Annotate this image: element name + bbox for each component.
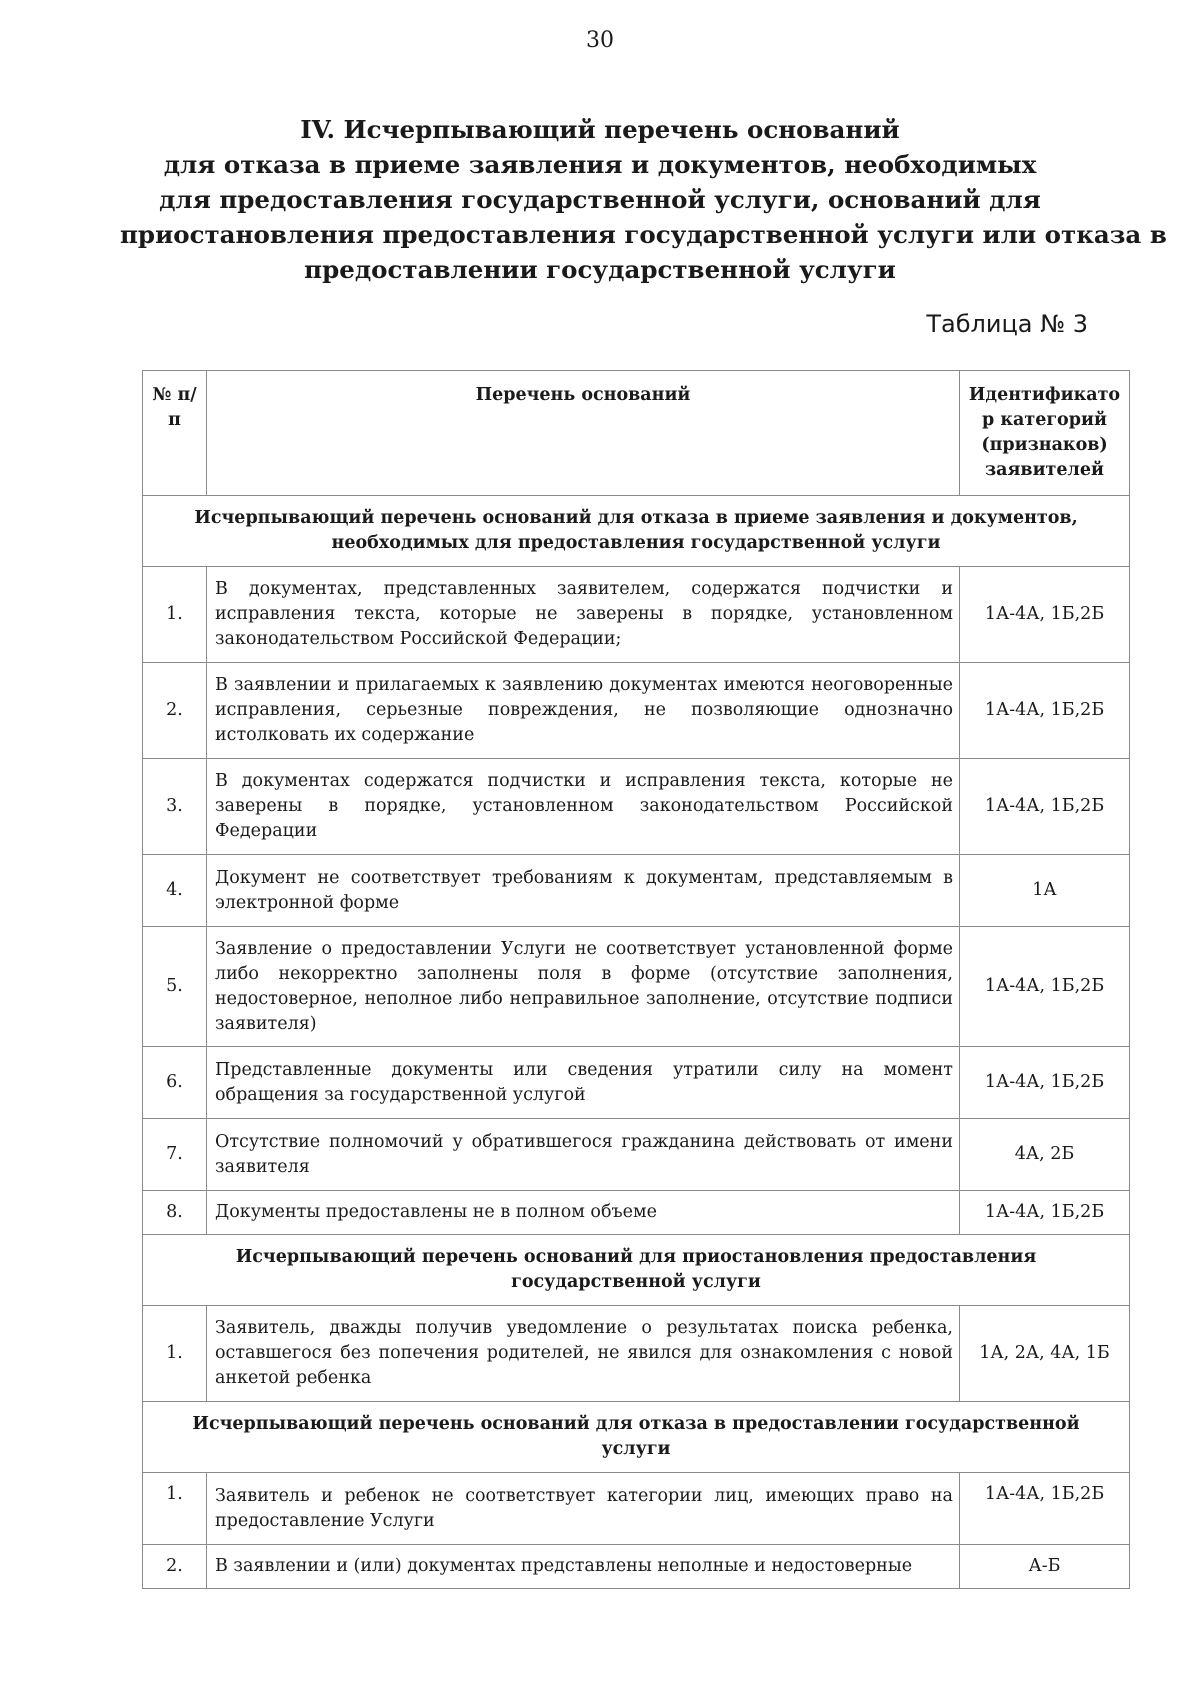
heading-line: предоставлении государственной услуги	[304, 255, 896, 284]
table-label: Таблица № 3	[926, 310, 1088, 338]
table-row	[143, 1473, 1130, 1545]
row-text: В заявлении и прилагаемых к заявлению документах имеются неоговоренные исправления, серьезные повреждения, не позволяющие однозначно истолковать их содержание	[207, 663, 960, 759]
row-ids: 1А-4А, 1Б,2Б	[960, 1047, 1130, 1119]
row-ids: 1А-4А, 1Б,2Б	[960, 759, 1130, 855]
row-ids: 1А-4А, 1Б,2Б	[960, 927, 1130, 1047]
row-num: 1.	[143, 1473, 207, 1545]
heading-line: IV. Исчерпывающий перечень оснований	[300, 115, 900, 144]
section-title: Исчерпывающий перечень оснований для приостановления предоставления государственной услуги	[143, 1235, 1130, 1306]
row-num: 1.	[143, 1306, 207, 1402]
table-header-row	[143, 371, 1130, 496]
row-text: Заявление о предоставлении Услуги не соответствует установленной форме либо некорректно заполнены поля в форме (отсутствие заполнения, недостоверное, неполное либо неправильное заполнение, отсутствие подписи заявителя)	[207, 927, 960, 1047]
table-row	[143, 1191, 1130, 1235]
table-row	[143, 567, 1130, 663]
section-row	[143, 496, 1130, 567]
row-num: 7.	[143, 1119, 207, 1191]
row-num: 2.	[143, 1545, 207, 1589]
row-num: 4.	[143, 855, 207, 927]
table-row	[143, 1047, 1130, 1119]
row-ids: 1А-4А, 1Б,2Б	[960, 1473, 1130, 1545]
header-num: № п/п	[143, 371, 207, 496]
table-row	[143, 1545, 1130, 1589]
table-row	[143, 1306, 1130, 1402]
row-ids: 1А	[960, 855, 1130, 927]
row-text: Документы предоставлены не в полном объеме	[207, 1191, 960, 1235]
section-row	[143, 1402, 1130, 1473]
row-text: В документах содержатся подчистки и исправления текста, которые не заверены в порядке, установленном законодательством Российской Федерации	[207, 759, 960, 855]
table-row	[143, 1119, 1130, 1191]
row-num: 5.	[143, 927, 207, 1047]
row-text: Документ не соответствует требованиям к документам, представляемым в электронной форме	[207, 855, 960, 927]
heading-line: приостановления предоставления государственной услуги или отказа в	[120, 220, 1167, 249]
section-row	[143, 1235, 1130, 1306]
row-num: 3.	[143, 759, 207, 855]
table-row	[143, 663, 1130, 759]
row-ids: 4А, 2Б	[960, 1119, 1130, 1191]
row-text: В документах, представленных заявителем, содержатся подчистки и исправления текста, которые не заверены в порядке, установленном законодательством Российской Федерации;	[207, 567, 960, 663]
row-text: Заявитель и ребенок не соответствует категории лиц, имеющих право на предоставление Услуги	[207, 1473, 960, 1545]
row-num: 6.	[143, 1047, 207, 1119]
row-text: В заявлении и (или) документах представлены неполные и недостоверные	[207, 1545, 960, 1589]
section-title: Исчерпывающий перечень оснований для отказа в приеме заявления и документов, необходимых для предоставления государственной услуги	[143, 496, 1130, 567]
row-ids: 1А-4А, 1Б,2Б	[960, 1191, 1130, 1235]
table-row	[143, 927, 1130, 1047]
row-num: 2.	[143, 663, 207, 759]
table-row	[143, 759, 1130, 855]
section-heading	[120, 112, 1167, 287]
page-number: 30	[586, 28, 614, 53]
heading-line: для предоставления государственной услуги, оснований для	[159, 185, 1041, 214]
row-ids: 1А-4А, 1Б,2Б	[960, 663, 1130, 759]
row-ids: 1А, 2А, 4А, 1Б	[960, 1306, 1130, 1402]
row-ids: А-Б	[960, 1545, 1130, 1589]
row-text: Представленные документы или сведения утратили силу на момент обращения за государственной услугой	[207, 1047, 960, 1119]
row-text: Заявитель, дважды получив уведомление о результатах поиска ребенка, оставшегося без попечения родителей, не явился для ознакомления с новой анкетой ребенка	[207, 1306, 960, 1402]
table-row	[143, 855, 1130, 927]
row-num: 1.	[143, 567, 207, 663]
row-ids: 1А-4А, 1Б,2Б	[960, 567, 1130, 663]
row-num: 8.	[143, 1191, 207, 1235]
row-text: Отсутствие полномочий у обратившегося гражданина действовать от имени заявителя	[207, 1119, 960, 1191]
header-grounds: Перечень оснований	[207, 371, 960, 496]
heading-line: для отказа в приеме заявления и документов, необходимых	[163, 150, 1037, 179]
section-title: Исчерпывающий перечень оснований для отказа в предоставлении государственной услуги	[143, 1402, 1130, 1473]
header-ids: Идентификато р категорий (признаков) заявителей	[960, 371, 1130, 496]
grounds-table	[142, 370, 1130, 1589]
